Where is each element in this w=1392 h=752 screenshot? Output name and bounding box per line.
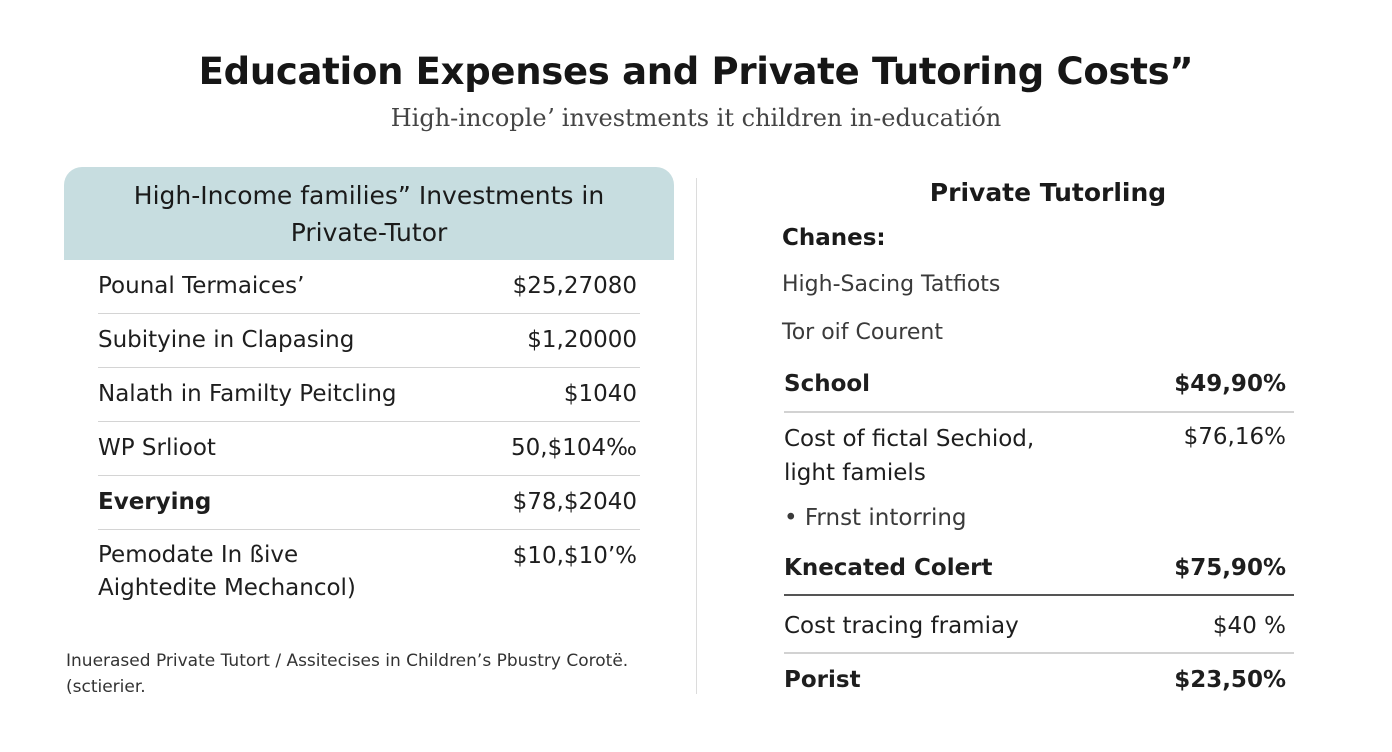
page-subtitle: High-incopleʼ investments it children in-educatión <box>390 104 1002 132</box>
row-value: $75,90% <box>1174 555 1286 581</box>
left-footnote: Inuerased Private Tutort / Assitecises in Children’s Pbustry Corotë. (sctierier. <box>66 651 629 697</box>
left-panel-title: High-Income families” Investments in Private-Tutor <box>133 180 605 247</box>
right-panel <box>782 170 1294 710</box>
left-table <box>98 260 640 620</box>
left-panel-header <box>64 167 674 260</box>
table-row <box>784 613 1294 643</box>
table-row <box>98 368 640 422</box>
table-row <box>784 555 1294 585</box>
row-value: $10,$10’% <box>512 543 637 569</box>
row-label: WP Srlioot <box>98 435 216 461</box>
table-row <box>98 422 640 476</box>
table-row <box>784 371 1294 401</box>
row-label: • Frnst intorring <box>784 505 967 531</box>
page-title: Education Expenses and Private Tutoring Costs” <box>198 50 1194 93</box>
row-value: $78,$2040 <box>512 489 637 515</box>
row-divider <box>784 411 1294 413</box>
row-value: 50,$104‰ <box>511 435 637 461</box>
right-note: Tor oif Courent <box>782 320 943 345</box>
column-divider <box>696 178 697 694</box>
row-label: Cost tracing framiay <box>784 613 1019 639</box>
row-value: $25,27080 <box>512 273 637 299</box>
row-value: $40 % <box>1212 613 1286 639</box>
table-row <box>98 530 640 620</box>
right-note: High-Sacing Tatfiots <box>782 272 1001 297</box>
row-value: $49,90% <box>1174 371 1286 397</box>
row-label: Cost of fictal Sechiod, light famiels <box>784 426 1035 486</box>
left-panel <box>64 167 674 707</box>
row-label: Knecated Colert <box>784 555 993 581</box>
table-row <box>98 314 640 368</box>
row-value: $1,20000 <box>527 327 637 353</box>
table-row <box>98 476 640 530</box>
row-label: Subityine in Clapasing <box>98 327 355 353</box>
right-panel-subhead: Chanes: <box>782 225 886 251</box>
right-panel-title: Private Tutorling <box>929 178 1167 207</box>
row-divider <box>784 594 1294 596</box>
row-value: $76,16% <box>1183 424 1286 450</box>
table-row <box>98 260 640 314</box>
row-label: Pemodate In ßive Aightedite Mechancol) <box>98 542 356 601</box>
row-value: $1040 <box>563 381 637 407</box>
row-label: Everying <box>98 489 212 515</box>
row-label: Porist <box>784 667 861 693</box>
row-label: Nalath in Familty Peitcling <box>98 381 397 407</box>
row-label: Pounal Termaices’ <box>98 273 305 299</box>
table-row <box>784 667 1294 697</box>
table-row <box>784 505 1294 535</box>
row-divider <box>784 652 1294 654</box>
row-label: School <box>784 371 871 397</box>
row-value: $23,50% <box>1174 667 1286 693</box>
table-row <box>784 422 1294 492</box>
